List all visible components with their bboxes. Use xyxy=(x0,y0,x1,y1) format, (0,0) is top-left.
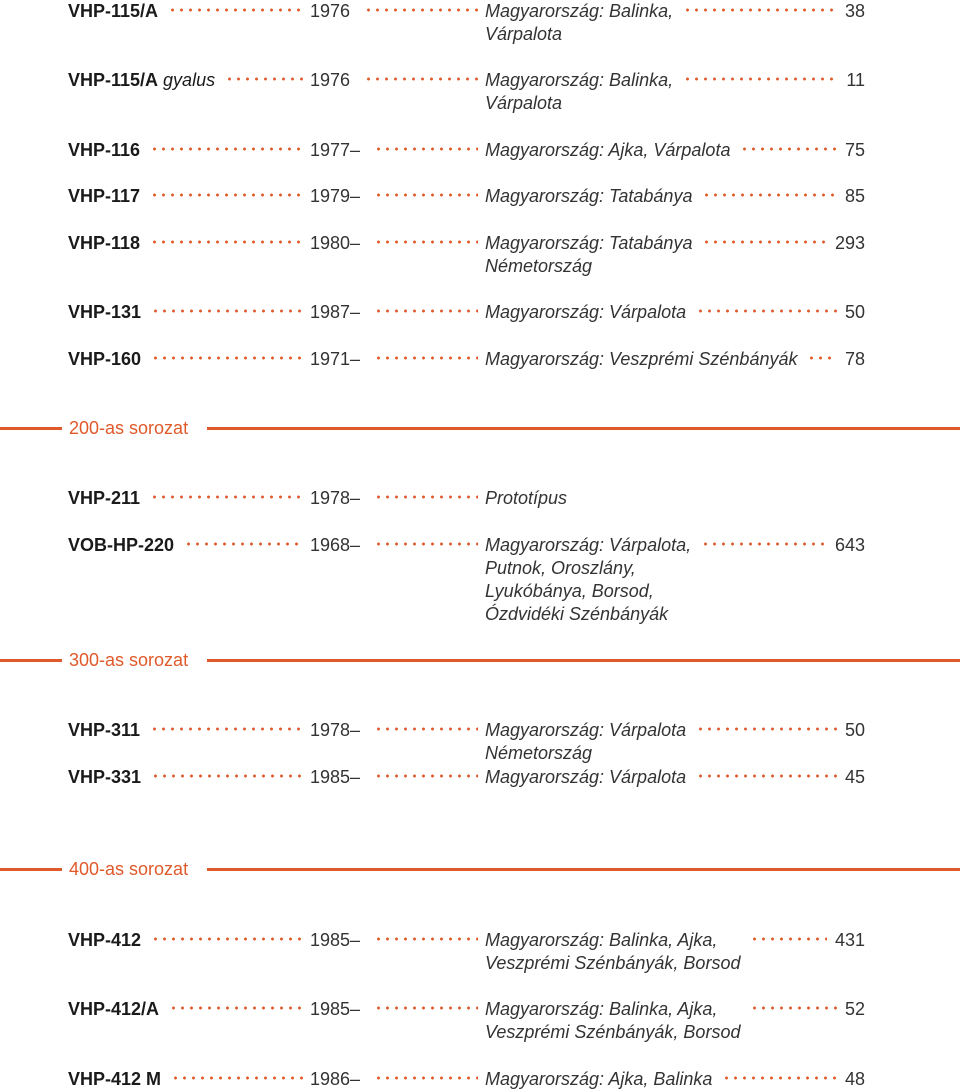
section-title: 300-as sorozat xyxy=(69,650,189,670)
leader-dots-year xyxy=(374,774,478,778)
leader-dots-location xyxy=(683,77,838,81)
section-title: 400-as sorozat xyxy=(69,859,189,879)
model-code xyxy=(68,348,141,370)
location xyxy=(485,929,740,975)
section-title: 200-as sorozat xyxy=(69,418,189,438)
location-line: Magyarország: Balinka, xyxy=(485,1,674,21)
leader-dots-code xyxy=(151,937,304,941)
leader-dots-location xyxy=(807,356,837,360)
unit-count: 643 xyxy=(834,535,865,555)
leader-dots-location xyxy=(750,1006,837,1010)
leader-dots-code xyxy=(150,727,304,731)
leader-dots-year xyxy=(374,937,478,941)
model-code xyxy=(68,185,140,207)
model-code-text: VHP-131 xyxy=(68,302,142,322)
leader-dots-location xyxy=(750,937,827,941)
model-code xyxy=(68,998,159,1020)
location-line: Magyarország: Várpalota, xyxy=(485,535,692,555)
section-rule xyxy=(207,427,960,430)
model-code xyxy=(68,139,140,161)
location-line: Magyarország: Várpalota xyxy=(485,767,687,787)
location xyxy=(485,0,673,46)
production-year: 1987– xyxy=(310,302,361,322)
model-code-text: VHP-412 M xyxy=(68,1069,162,1089)
model-code-suffix: gyalus xyxy=(158,70,216,90)
table-row xyxy=(0,998,960,1042)
leader-dots-location xyxy=(696,774,837,778)
model-code xyxy=(68,0,158,22)
unit-count: 75 xyxy=(844,140,865,160)
location xyxy=(485,534,691,626)
leader-dots-year xyxy=(364,8,478,12)
location xyxy=(485,487,567,510)
location xyxy=(485,766,686,789)
location-line: Magyarország: Balinka, Ajka, xyxy=(485,999,718,1019)
production-year: 1985– xyxy=(310,930,361,950)
leader-dots-location xyxy=(740,147,837,151)
model-code-text: VHP-311 xyxy=(68,720,141,740)
section-header-300 xyxy=(0,649,960,673)
model-code xyxy=(68,1068,161,1090)
unit-count: 38 xyxy=(844,1,865,21)
leader-dots-code xyxy=(150,495,304,499)
table-row xyxy=(0,0,960,44)
leader-dots-year xyxy=(364,77,478,81)
unit-count: 48 xyxy=(844,1069,865,1089)
leader-dots-code xyxy=(171,1076,304,1080)
leader-dots-location xyxy=(696,309,837,313)
model-code xyxy=(68,69,215,91)
model-code xyxy=(68,534,174,556)
section-rule xyxy=(207,868,960,871)
leader-dots-year xyxy=(374,1076,478,1080)
location xyxy=(485,185,692,208)
model-code-text: VHP-412/A xyxy=(68,999,160,1019)
location-line: Magyarország: Balinka, Ajka, xyxy=(485,930,718,950)
production-year: 1978– xyxy=(310,720,361,740)
unit-count: 431 xyxy=(834,930,865,950)
production-year: 1979– xyxy=(310,186,361,206)
leader-dots-code xyxy=(150,240,304,244)
leader-dots-code xyxy=(169,1006,304,1010)
leader-dots-year xyxy=(374,356,478,360)
table-row xyxy=(0,534,960,624)
table-row xyxy=(0,487,960,511)
location xyxy=(485,232,692,278)
leader-dots-location xyxy=(722,1076,837,1080)
production-year: 1980– xyxy=(310,233,361,253)
model-code-text: VOB-HP-220 xyxy=(68,535,175,555)
unit-count: 50 xyxy=(844,302,865,322)
location xyxy=(485,139,730,162)
production-year: 1976 xyxy=(310,70,351,90)
location-line: Veszprémi Szénbányák, Borsod xyxy=(485,953,741,973)
model-code xyxy=(68,301,141,323)
table-row xyxy=(0,929,960,973)
location-line: Lyukóbánya, Borsod, xyxy=(485,581,654,601)
model-code-text: VHP-331 xyxy=(68,767,142,787)
location xyxy=(485,69,673,115)
model-code xyxy=(68,232,140,254)
section-rule xyxy=(0,659,62,662)
model-code-text: VHP-160 xyxy=(68,349,142,369)
leader-dots-code xyxy=(151,356,304,360)
leader-dots-year xyxy=(374,727,478,731)
location-line: Németország xyxy=(485,256,593,276)
production-year: 1985– xyxy=(310,767,361,787)
model-code xyxy=(68,766,141,788)
location-line: Várpalota xyxy=(485,93,563,113)
location-line: Magyarország: Várpalota xyxy=(485,302,687,322)
model-code-text: VHP-115/A xyxy=(68,1,159,21)
location-line: Magyarország: Tatabánya xyxy=(485,186,693,206)
section-rule xyxy=(0,427,62,430)
table-row xyxy=(0,69,960,113)
production-year: 1976 xyxy=(310,1,351,21)
leader-dots-code xyxy=(151,774,304,778)
location-line: Ózdvidéki Szénbányák xyxy=(485,604,669,624)
location xyxy=(485,1068,712,1091)
leader-dots-year xyxy=(374,240,478,244)
leader-dots-year xyxy=(374,495,478,499)
production-year: 1986– xyxy=(310,1069,361,1089)
model-code xyxy=(68,487,140,509)
model-code-text: VHP-211 xyxy=(68,488,141,508)
leader-dots-code xyxy=(150,193,304,197)
model-code-text: VHP-412 xyxy=(68,930,142,950)
production-year: 1968– xyxy=(310,535,361,555)
leader-dots-location xyxy=(696,727,837,731)
production-year: 1977– xyxy=(310,140,361,160)
section-header-400 xyxy=(0,858,960,882)
model-code xyxy=(68,719,140,741)
location-line: Prototípus xyxy=(485,488,568,508)
leader-dots-year xyxy=(374,193,478,197)
location xyxy=(485,998,740,1044)
leader-dots-code xyxy=(151,309,304,313)
leader-dots-code xyxy=(168,8,304,12)
model-code-text: VHP-115/A xyxy=(68,70,159,90)
table-row xyxy=(0,719,960,763)
table-row xyxy=(0,348,960,372)
location-line: Magyarország: Balinka, xyxy=(485,70,674,90)
location-line: Várpalota xyxy=(485,24,563,44)
table-row xyxy=(0,301,960,325)
leader-dots-code xyxy=(150,147,304,151)
model-code xyxy=(68,929,141,951)
production-year: 1985– xyxy=(310,999,361,1019)
unit-count: 52 xyxy=(844,999,865,1019)
table-row xyxy=(0,139,960,163)
location-line: Magyarország: Ajka, Várpalota xyxy=(485,140,731,160)
leader-dots-year xyxy=(374,147,478,151)
location-line: Magyarország: Tatabánya xyxy=(485,233,693,253)
leader-dots-code xyxy=(225,77,304,81)
location-line: Putnok, Oroszlány, xyxy=(485,558,636,578)
table-row xyxy=(0,185,960,209)
table-row xyxy=(0,766,960,790)
location xyxy=(485,348,797,371)
model-code-text: VHP-118 xyxy=(68,233,141,253)
unit-count: 85 xyxy=(844,186,865,206)
section-header-200 xyxy=(0,417,960,441)
location xyxy=(485,719,686,765)
production-year: 1971– xyxy=(310,349,361,369)
location-line: Veszprémi Szénbányák, Borsod xyxy=(485,1022,741,1042)
unit-count: 293 xyxy=(834,233,865,253)
location-line: Magyarország: Veszprémi Szénbányák xyxy=(485,349,798,369)
model-code-text: VHP-116 xyxy=(68,140,141,160)
location-line: Magyarország: Várpalota xyxy=(485,720,687,740)
leader-dots-location xyxy=(702,240,827,244)
table-row xyxy=(0,1068,960,1092)
model-code-text: VHP-117 xyxy=(68,186,141,206)
production-year: 1978– xyxy=(310,488,361,508)
table-row xyxy=(0,232,960,276)
unit-count: 11 xyxy=(846,70,865,90)
location-line: Németország xyxy=(485,743,593,763)
leader-dots-location xyxy=(702,193,837,197)
unit-count: 50 xyxy=(844,720,865,740)
leader-dots-location xyxy=(701,542,827,546)
unit-count: 45 xyxy=(844,767,865,787)
leader-dots-year xyxy=(374,542,478,546)
leader-dots-year xyxy=(374,309,478,313)
location-line: Magyarország: Ajka, Balinka xyxy=(485,1069,713,1089)
section-rule xyxy=(0,868,62,871)
location xyxy=(485,301,686,324)
leader-dots-year xyxy=(374,1006,478,1010)
leader-dots-code xyxy=(184,542,304,546)
leader-dots-location xyxy=(683,8,837,12)
section-rule xyxy=(207,659,960,662)
unit-count: 78 xyxy=(844,349,865,369)
